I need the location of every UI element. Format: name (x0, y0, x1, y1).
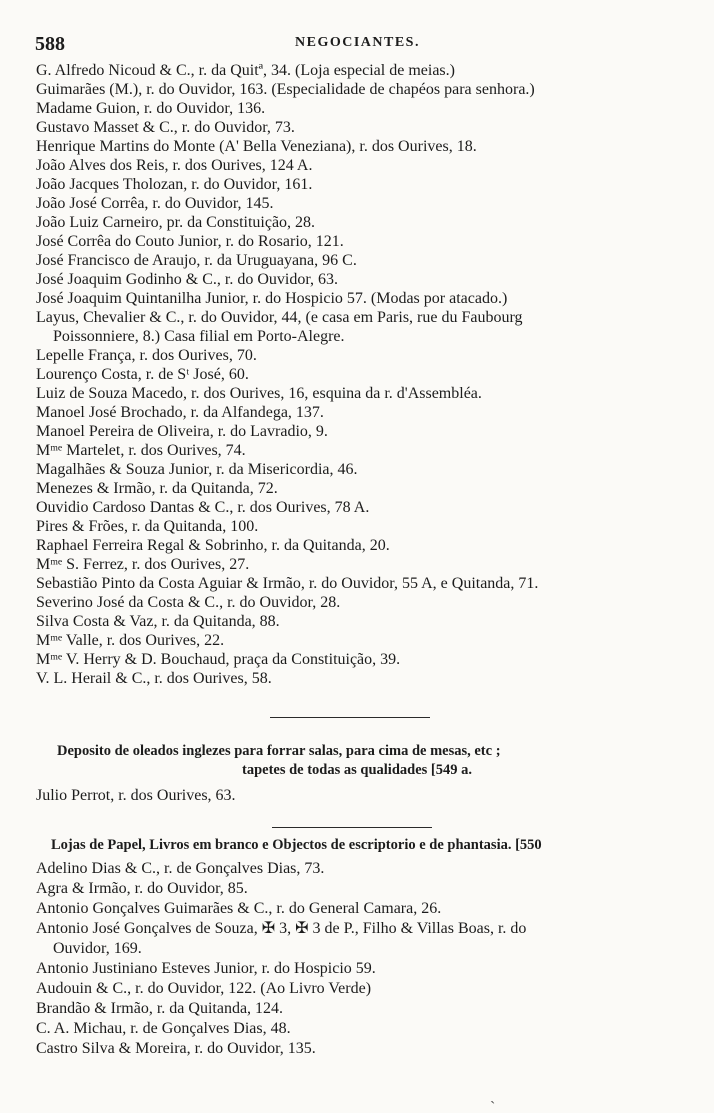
list-entry: G. Alfredo Nicoud & C., r. da Quitª, 34. (Loja especial de meias.) (36, 62, 455, 79)
list-entry: Magalhães & Souza Junior, r. da Misericordia, 46. (36, 461, 358, 478)
list-entry: Antonio Gonçalves Guimarães & C., r. do General Camara, 26. (36, 900, 442, 917)
list-entry: José Joaquim Quintanilha Junior, r. do Hospicio 57. (Modas por atacado.) (36, 290, 508, 307)
list-entry: Luiz de Souza Macedo, r. dos Ourives, 16, esquina da r. d'Assembléa. (36, 385, 482, 402)
list-entry: Audouin & C., r. do Ouvidor, 122. (Ao Livro Verde) (36, 980, 372, 997)
list-entry: João Luiz Carneiro, pr. da Constituição, 28. (36, 214, 316, 231)
list-entry: Castro Silva & Moreira, r. do Ouvidor, 135. (36, 1040, 316, 1057)
list-entry: Mᵐᵉ Valle, r. dos Ourives, 22. (36, 632, 225, 649)
list-entry: Henrique Martins do Monte (A' Bella Veneziana), r. dos Ourives, 18. (36, 138, 477, 155)
section-divider (272, 827, 432, 828)
list-entry: Lourenço Costa, r. de Sᵗ José, 60. (36, 366, 249, 383)
list-entry: Menezes & Irmão, r. da Quitanda, 72. (36, 480, 278, 497)
list-entry: V. L. Herail & C., r. dos Ourives, 58. (36, 670, 272, 687)
list-entry: Manoel José Brochado, r. da Alfandega, 137. (36, 404, 324, 421)
section-heading: Deposito de oleados inglezes para forrar salas, para cima de mesas, etc ; (57, 743, 501, 759)
list-entry: Severino José da Costa & C., r. do Ouvidor, 28. (36, 594, 341, 611)
running-title: NEGOCIANTES. (295, 35, 420, 50)
list-entry: Mᵐᵉ Martelet, r. dos Ourives, 74. (36, 442, 246, 459)
list-entry: Raphael Ferreira Regal & Sobrinho, r. da Quitanda, 20. (36, 537, 390, 554)
section-heading: Lojas de Papel, Livros em branco e Objectos de escriptorio e de phantasia. [550 (51, 837, 542, 853)
list-entry: Adelino Dias & C., r. de Gonçalves Dias, 73. (36, 860, 325, 877)
list-entry: Agra & Irmão, r. do Ouvidor, 85. (36, 880, 248, 897)
list-entry: José Francisco de Araujo, r. da Uruguayana, 96 C. (36, 252, 357, 269)
list-entry: Gustavo Masset & C., r. do Ouvidor, 73. (36, 119, 295, 136)
list-entry: João Jacques Tholozan, r. do Ouvidor, 161. (36, 176, 313, 193)
section-heading-continuation: tapetes de todas as qualidades [549 a. (241, 762, 472, 778)
list-entry: Brandão & Irmão, r. da Quitanda, 124. (36, 1000, 284, 1017)
list-entry: Manoel Pereira de Oliveira, r. do Lavradio, 9. (36, 423, 328, 440)
list-entry: Layus, Chevalier & C., r. do Ouvidor, 44, (e casa em Paris, rue du Faubourg (36, 309, 523, 326)
list-entry: Pires & Frões, r. da Quitanda, 100. (36, 518, 259, 535)
list-entry: José Joaquim Godinho & C., r. do Ouvidor, 63. (36, 271, 339, 288)
list-entry: Lepelle França, r. dos Ourives, 70. (36, 347, 257, 364)
page-header (35, 33, 675, 55)
scan-artifact-icon: ˴ (490, 1092, 496, 1109)
list-entry: Sebastião Pinto da Costa Aguiar & Irmão, r. do Ouvidor, 55 A, e Quitanda, 71. (36, 575, 539, 592)
list-entry: João Alves dos Reis, r. dos Ourives, 124 A. (36, 157, 313, 174)
list-entry: Ouvidio Cardoso Dantas & C., r. dos Ourives, 78 A. (36, 499, 370, 516)
list-entry: Guimarães (M.), r. do Ouvidor, 163. (Especialidade de chapéos para senhora.) (36, 81, 535, 98)
list-entry-continuation: Ouvidor, 169. (53, 940, 142, 957)
list-entry: Antonio Justiniano Esteves Junior, r. do Hospicio 59. (36, 960, 376, 977)
page-number: 588 (35, 33, 65, 55)
list-entry-continuation: Poissonniere, 8.) Casa filial em Porto-Alegre. (53, 328, 345, 345)
list-entry: Silva Costa & Vaz, r. da Quitanda, 88. (36, 613, 280, 630)
list-entry: Antonio José Gonçalves de Souza, ✠ 3, ✠ 3 de P., Filho & Villas Boas, r. do (36, 920, 527, 937)
list-entry: João José Corrêa, r. do Ouvidor, 145. (36, 195, 274, 212)
section-divider (270, 717, 430, 718)
list-entry: Mᵐᵉ V. Herry & D. Bouchaud, praça da Constituição, 39. (36, 651, 401, 668)
list-entry: Madame Guion, r. do Ouvidor, 136. (36, 100, 266, 117)
list-entry: C. A. Michau, r. de Gonçalves Dias, 48. (36, 1020, 291, 1037)
list-entry: José Corrêa do Couto Junior, r. do Rosario, 121. (36, 233, 344, 250)
list-entry: Julio Perrot, r. dos Ourives, 63. (36, 787, 236, 804)
list-entry: Mᵐᵉ S. Ferrez, r. dos Ourives, 27. (36, 556, 250, 573)
